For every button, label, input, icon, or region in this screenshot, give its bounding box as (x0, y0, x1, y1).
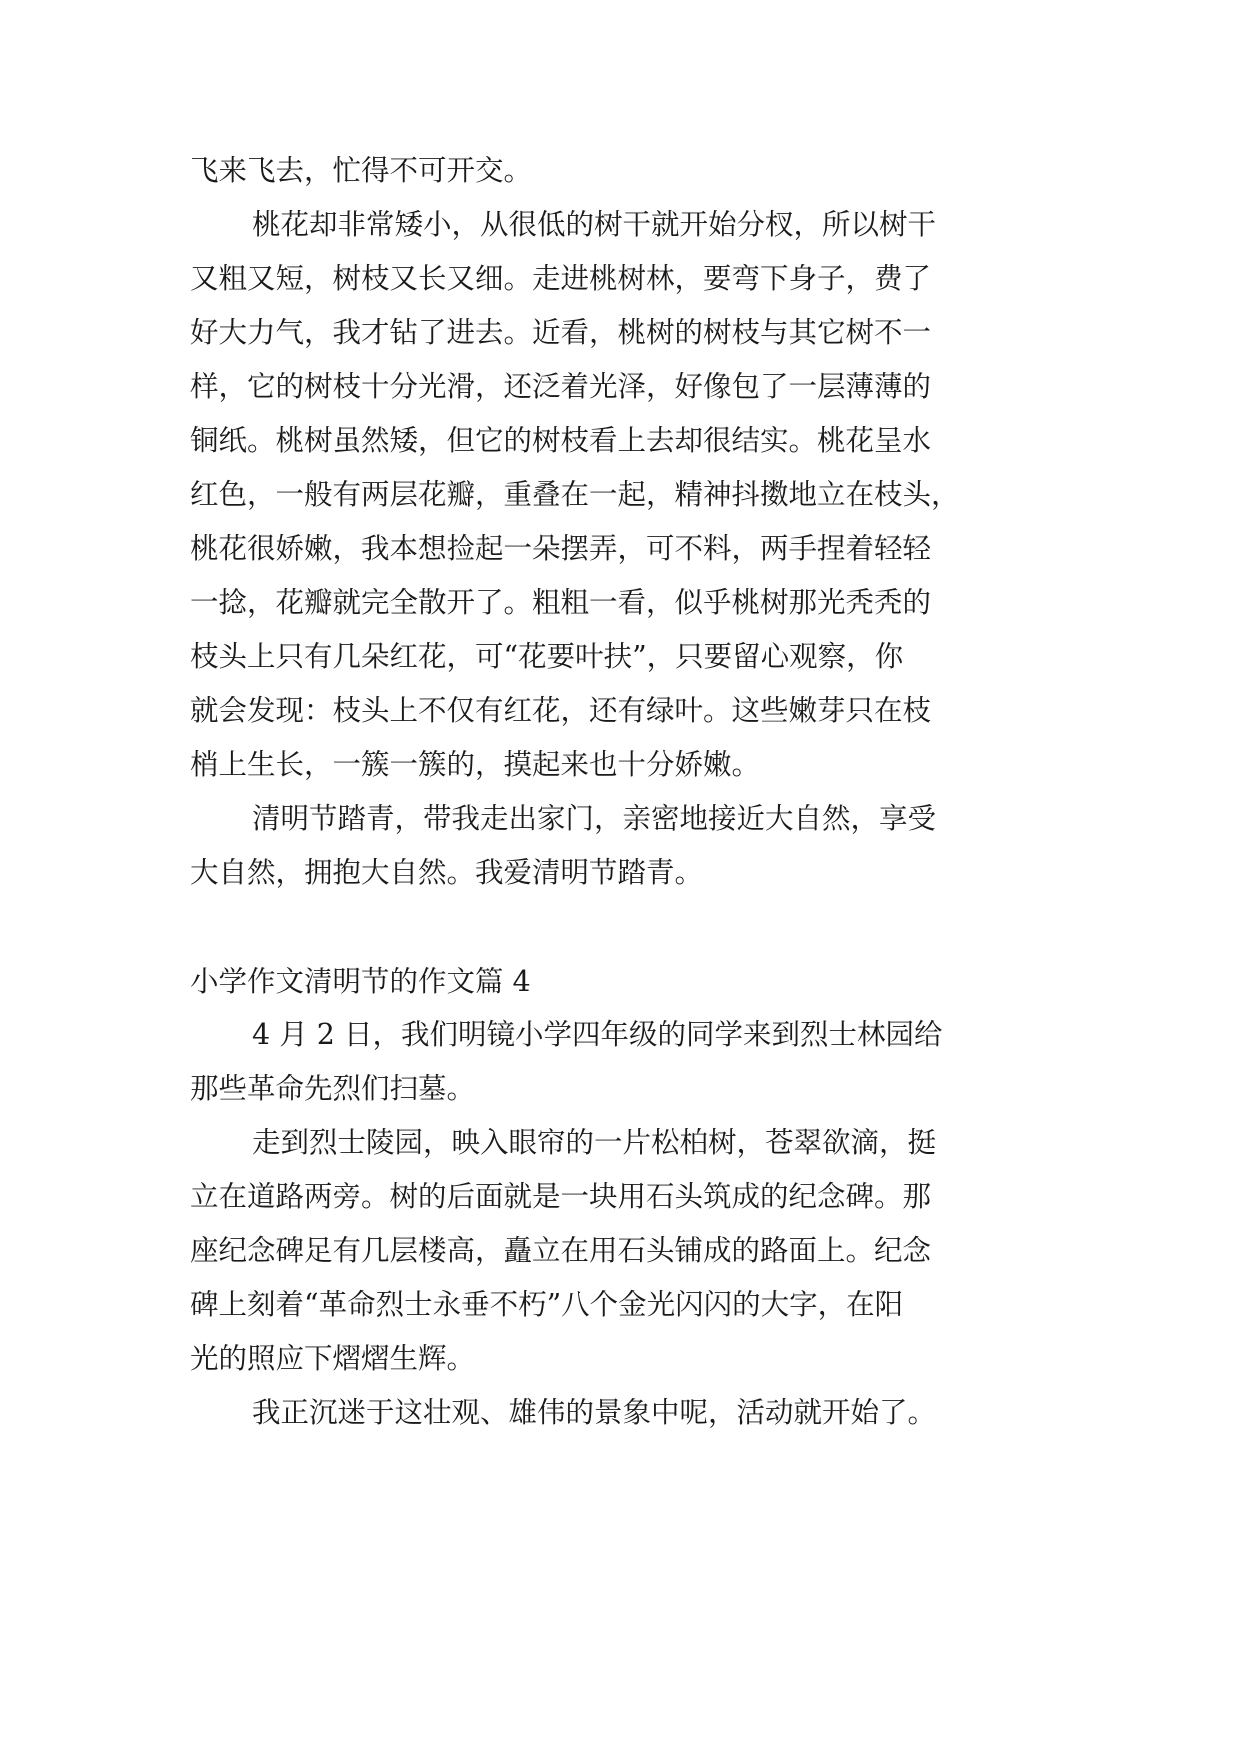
text-line-23: 我正沉迷于这壮观、雄伟的景象中呢，活动就开始了。 (252, 1396, 937, 1429)
text-line-5: 样，它的树枝十分光滑，还泛着光泽，好像包了一层薄薄的 (190, 370, 932, 403)
text-line-14: 大自然，拥抱大自然。我爱清明节踏青。 (190, 856, 704, 889)
text-line-2: 桃花却非常矮小，从很低的树干就开始分杈，所以树干 (252, 208, 937, 241)
text-line-12: 梢上生长，一簇一簇的，摸起来也十分娇嫩。 (190, 748, 761, 781)
text-line-18: 走到烈士陵园，映入眼帘的一片松柏树，苍翠欲滴，挺 (252, 1126, 937, 1159)
section-heading: 小学作文清明节的作文篇 4 (190, 965, 531, 998)
text-line-1: 飞来飞去，忙得不可开交。 (190, 154, 533, 187)
text-line-13: 清明节踏青，带我走出家门，亲密地接近大自然，享受 (252, 802, 937, 835)
text-line-19: 立在道路两旁。树的后面就是一块用石头筑成的纪念碑。那 (190, 1180, 932, 1213)
text-line-4: 好大力气，我才钻了进去。近看，桃树的树枝与其它树不一 (190, 316, 932, 349)
text-line-16: 4 月 2 日，我们明镜小学四年级的同学来到烈士林园给 (252, 1018, 943, 1051)
text-line-6: 铜纸。桃树虽然矮，但它的树枝看上去却很结实。桃花呈水 (190, 424, 932, 457)
text-line-3: 又粗又短，树枝又长又细。走进桃树林，要弯下身子，费了 (190, 262, 932, 295)
text-line-22: 光的照应下熠熠生辉。 (190, 1342, 476, 1375)
text-line-21: 碑上刻着“革命烈士永垂不朽”八个金光闪闪的大字，在阳 (190, 1288, 904, 1321)
text-line-17: 那些革命先烈们扫墓。 (190, 1072, 476, 1105)
text-line-7: 红色，一般有两层花瓣，重叠在一起，精神抖擞地立在枝头， (190, 478, 960, 511)
text-line-11: 就会发现：枝头上不仅有红花，还有绿叶。这些嫩芽只在枝 (190, 694, 932, 727)
text-line-20: 座纪念碑足有几层楼高，矗立在用石头铺成的路面上。纪念 (190, 1234, 932, 1267)
text-line-9: 一捻，花瓣就完全散开了。粗粗一看，似乎桃树那光秃秃的 (190, 586, 932, 619)
text-line-8: 桃花很娇嫩，我本想捡起一朵摆弄，可不料，两手捏着轻轻 (190, 532, 932, 565)
text-line-10: 枝头上只有几朵红花，可“花要叶扶”，只要留心观察，你 (190, 640, 904, 673)
